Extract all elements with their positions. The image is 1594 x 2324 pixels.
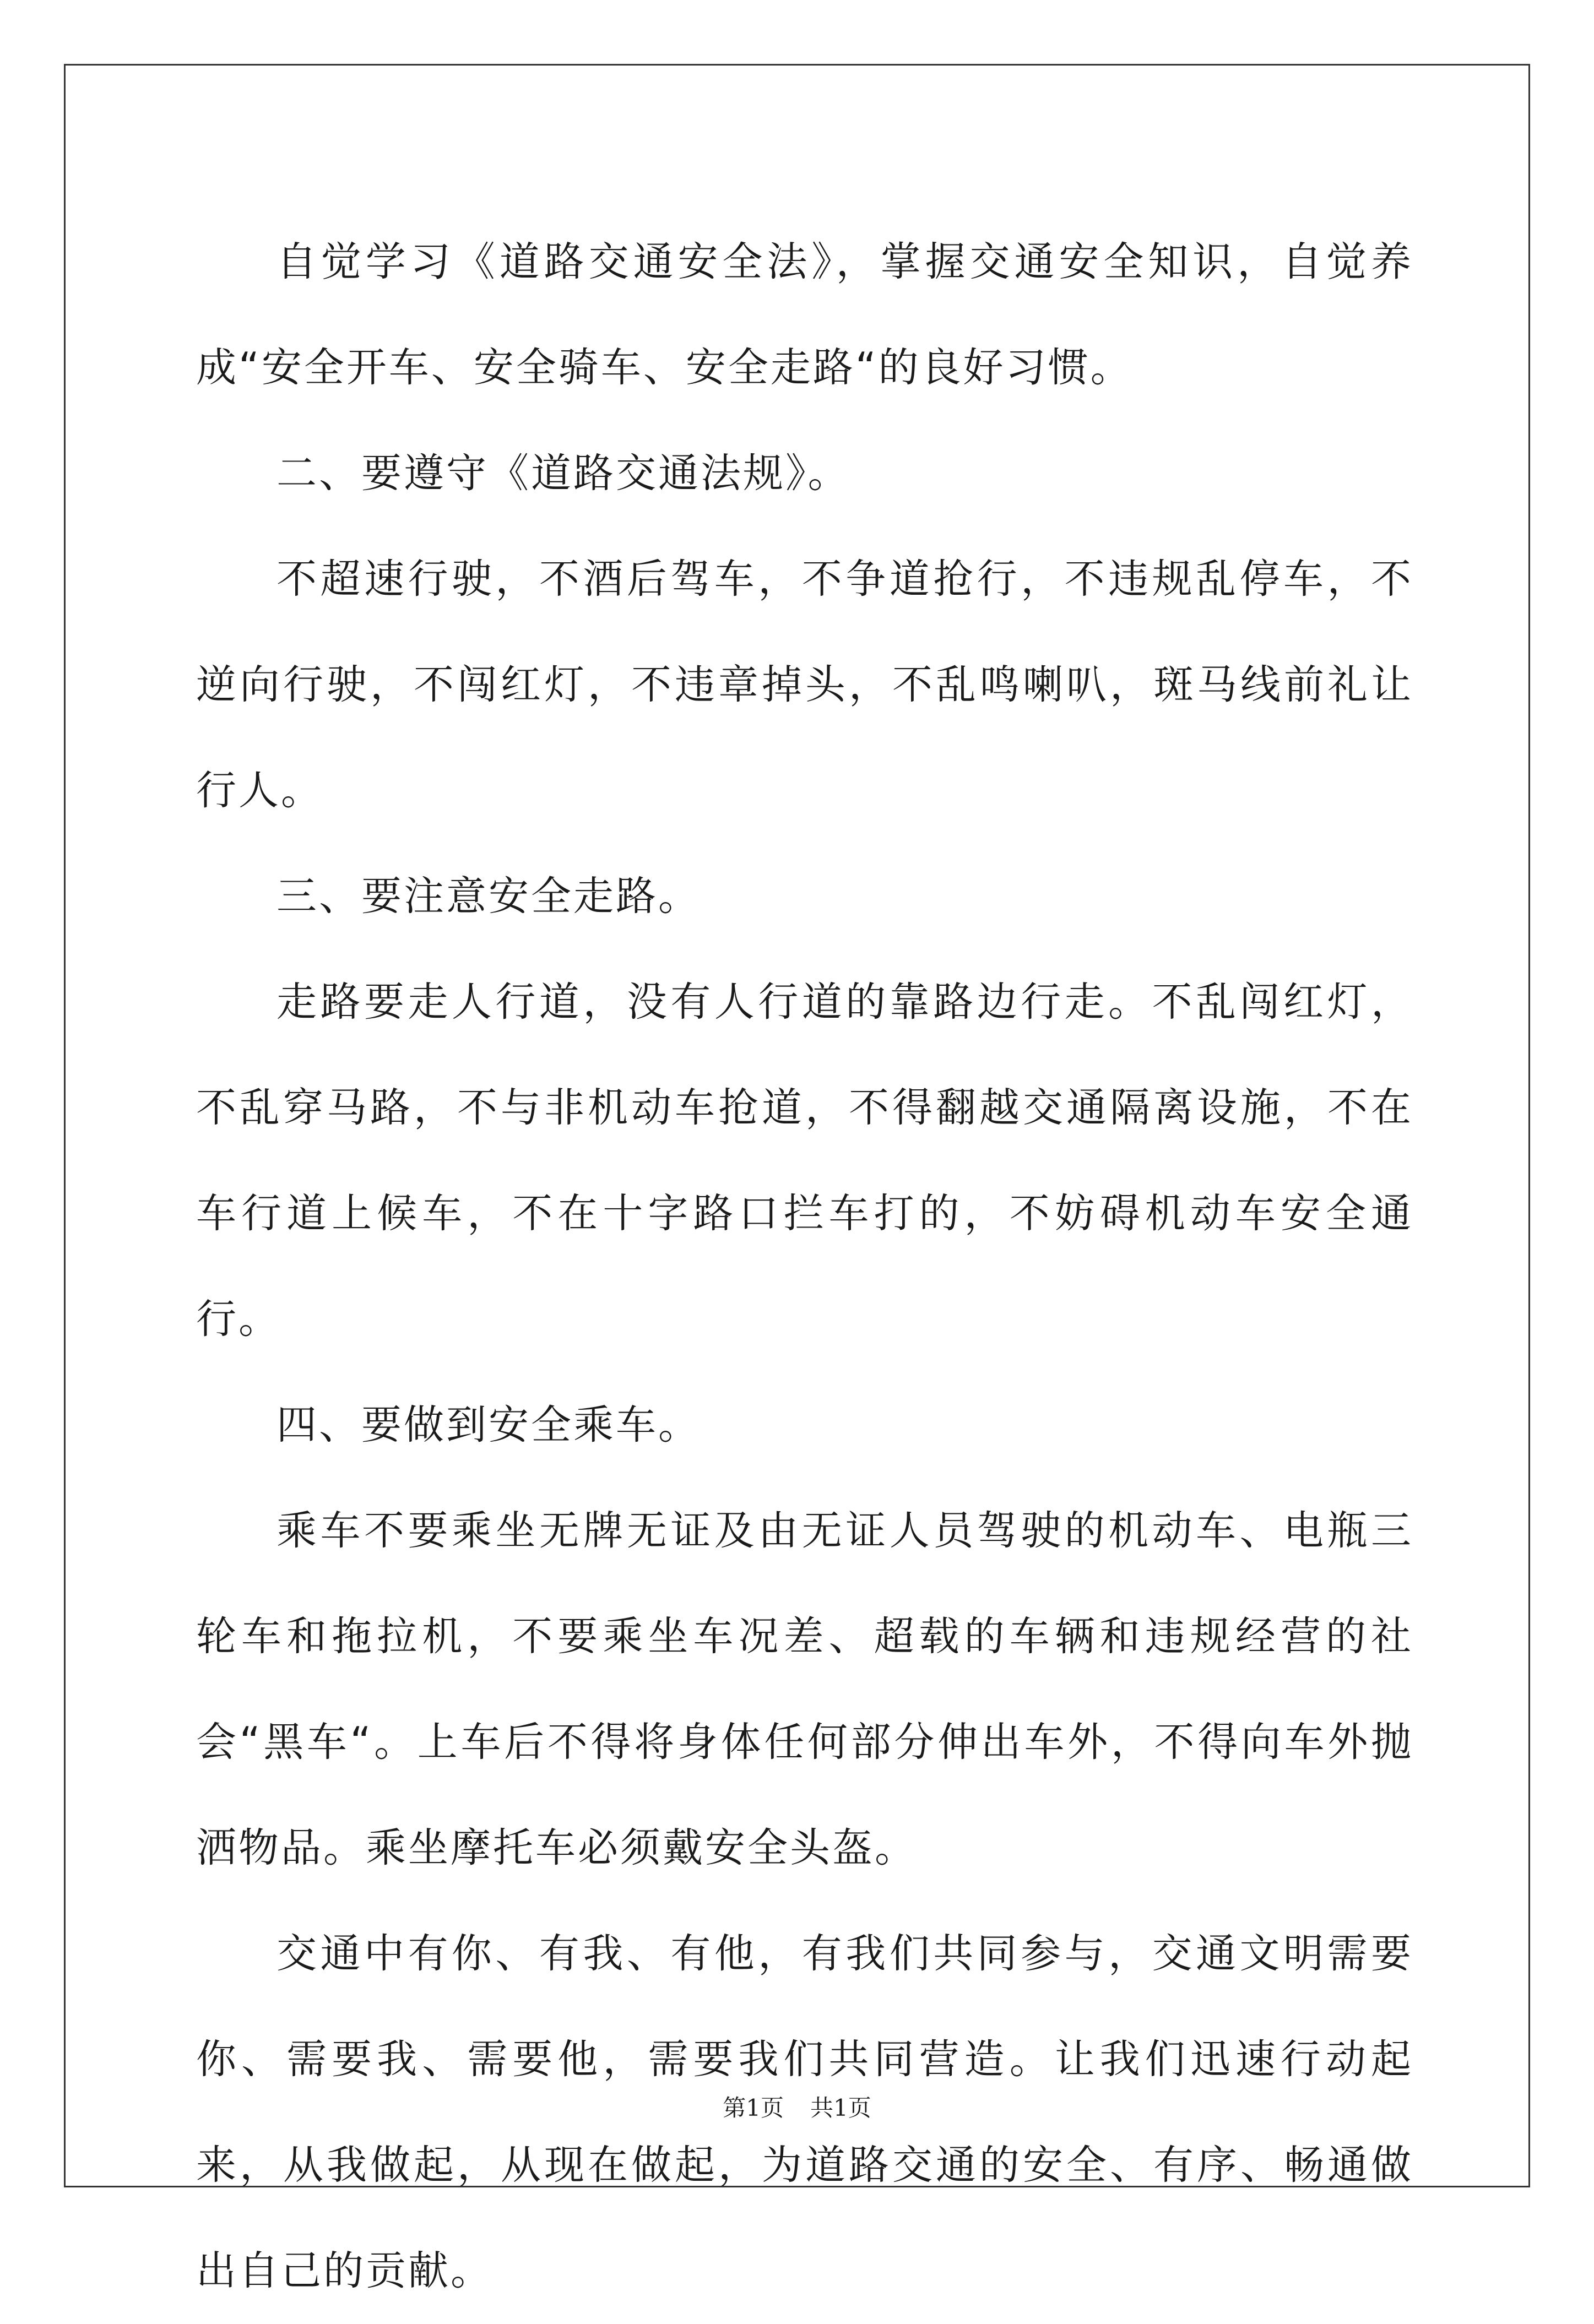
page-footer — [0, 2090, 1594, 2123]
section-heading-4: 四、要做到安全乘车。 — [276, 1402, 701, 1448]
document-body — [196, 209, 1413, 2324]
paragraph-traffic-rules: 不超速行驶，不酒后驾车，不争道抢行，不违规乱停车，不逆向行驶，不闯红灯，不违章掉头，不乱鸣喇叭，斑马线前礼让行人。 — [196, 556, 1413, 814]
page-number: 第1页 — [723, 2094, 784, 2121]
paragraph-riding: 乘车不要乘坐无牌无证及由无证人员驾驶的机动车、电瓶三轮车和拖拉机，不要乘坐车况差、超载的车辆和违规经营的社会“黑车“。上车后不得将身体任何部分伸出车外，不得向车外抛洒物品。乘坐摩托车必须戴安全头盔。 — [196, 1507, 1413, 1871]
section-heading-2: 二、要遵守《道路交通法规》。 — [276, 450, 850, 497]
section-heading-3: 三、要注意安全走路。 — [276, 873, 701, 920]
paragraph-conclusion: 交通中有你、有我、有他，有我们共同参与，交通文明需要你、需要我、需要他，需要我们共同营造。让我们迅速行动起来，从我做起，从现在做起，为道路交通的安全、有序、畅通做出自己的贡献。 — [196, 1930, 1413, 2294]
page-total: 共1页 — [810, 2094, 871, 2121]
paragraph-walking: 走路要走人行道，没有人行道的靠路边行走。不乱闯红灯，不乱穿马路，不与非机动车抢道，不得翻越交通隔离设施，不在车行道上候车，不在十字路口拦车打的，不妨碍机动车安全通行。 — [196, 979, 1413, 1343]
paragraph-intro: 自觉学习《道路交通安全法》，掌握交通安全知识，自觉养成“安全开车、安全骑车、安全走路“的良好习惯。 — [196, 238, 1413, 391]
